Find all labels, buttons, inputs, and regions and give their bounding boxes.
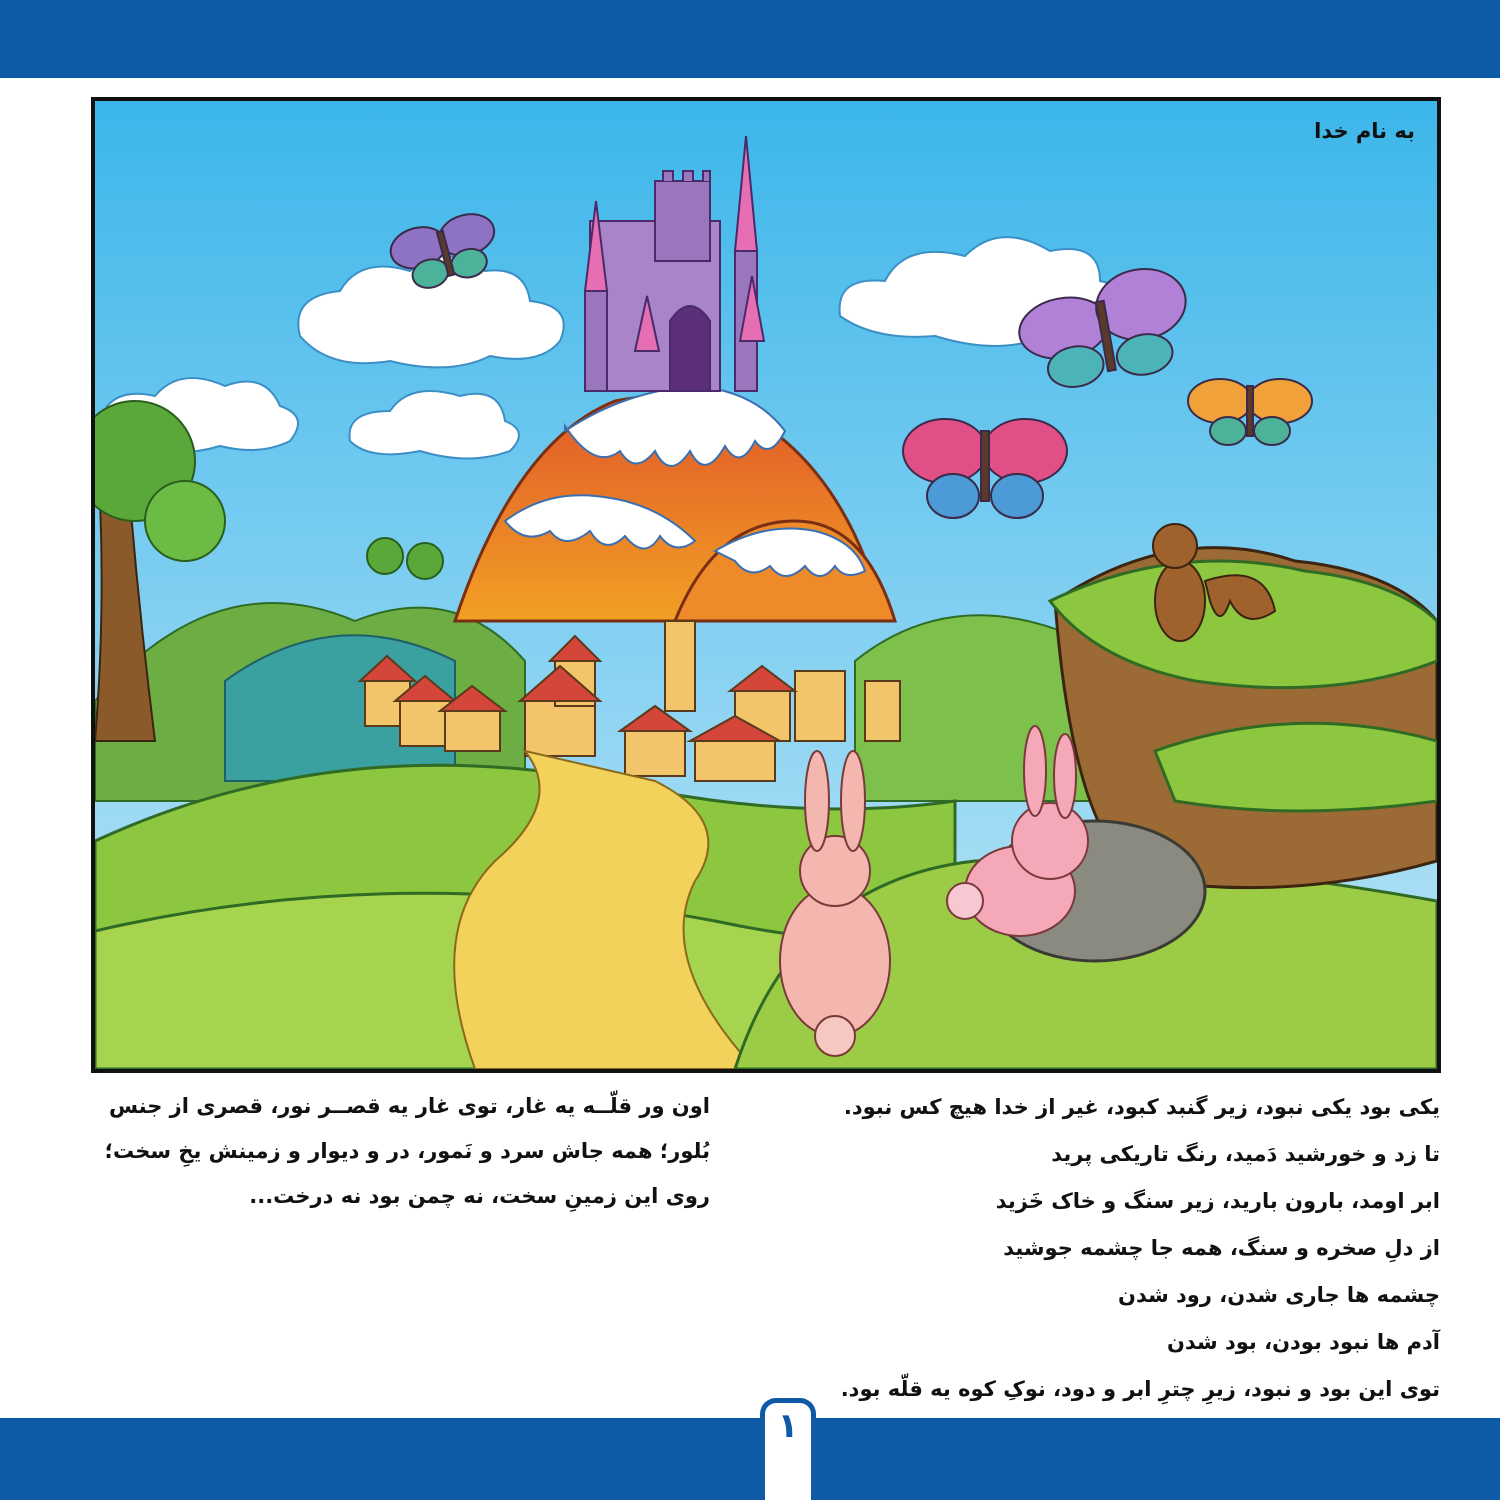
story-line: چشمه ها جاری شدن، رود شدن [1118, 1283, 1440, 1307]
story-line: آدم ها نبود بودن، بود شدن [1166, 1330, 1440, 1354]
story-line: تا زد و خورشید دَمید، رنگ تاریکی پرید [1051, 1142, 1440, 1166]
story-left-column [60, 1084, 710, 1219]
bottom-banner [0, 1418, 1500, 1500]
top-banner [0, 0, 1500, 78]
story-right-column [780, 1084, 1440, 1413]
story-line: ابر اومد، بارون بارید، زیر سنگ و خاک خَزید [995, 1189, 1440, 1213]
page-number: ۱ [777, 1406, 799, 1446]
story-line: یکی بود یکی نبود، زیر گنبد کبود، غیر از خدا هیچ کس نبود. [843, 1095, 1440, 1119]
story-line: از دلِ صخره و سنگ، همه جا چشمه جوشید [1003, 1236, 1440, 1260]
illustration-scene [95, 101, 1437, 1069]
illustration-heading: به نام خدا [1314, 119, 1415, 143]
story-paragraph: اون ور قلّــه یه غار، توی غار یه قصــر نور، قصری از جنس بُلور؛ همه جاش سرد و نَمور، در و دیوار و زمینش یخِ سخت؛ روی این زمینِ سخت، نه چمن بود نه درخت... [104, 1094, 710, 1208]
story-illustration [91, 97, 1441, 1073]
story-line: توی این بود و نبود، زیرِ چترِ ابر و دود، نوکِ کوه یه قلّه بود. [840, 1377, 1440, 1401]
